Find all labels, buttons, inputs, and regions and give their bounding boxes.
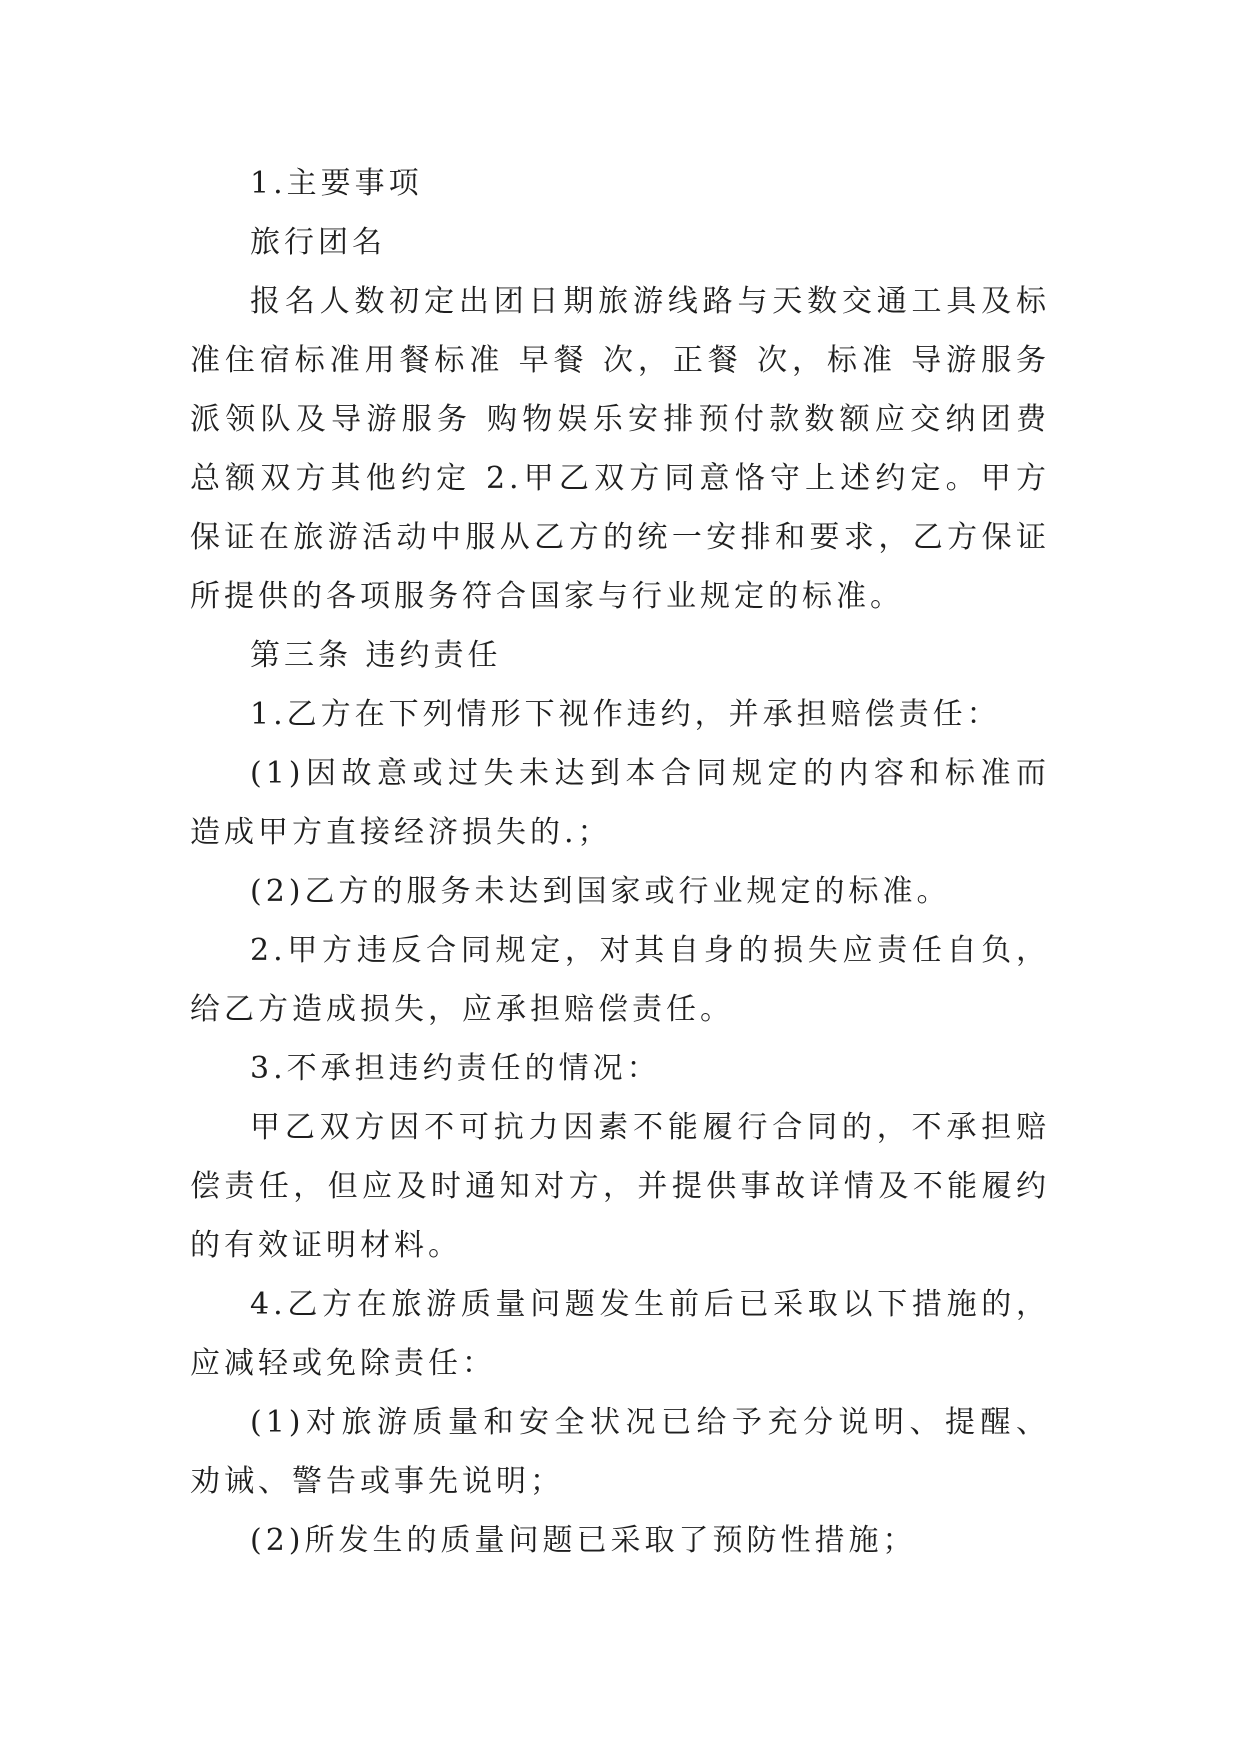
paragraph-breach-item-1: (1)因故意或过失未达到本合同规定的内容和标准而造成甲方直接经济损失的.； [190, 756, 1050, 850]
article-3-heading: 第三条 违约责任 [250, 638, 502, 673]
paragraph-mitigation-heading: 4.乙方在旅游质量问题发生前后已采取以下措施的，应减轻或免除责任： [190, 1287, 1050, 1381]
paragraph-tour-details: 报名人数初定出团日期旅游线路与天数交通工具及标准住宿标准用餐标准 早餐 次，正餐 次，标准 导游服务派领队及导游服务 购物娱乐安排预付款数额应交纳团费总额双方其他约定 2.甲乙双方同意恪守上述约定。甲方保证在旅游活动中服从乙方的统一安排和要求，乙方保证所提供的各项服务符合国家与行业规定的标准。 [190, 284, 1050, 614]
paragraph-breach-item-2: (2)乙方的服务未达到国家或行业规定的标准。 [250, 874, 951, 909]
paragraph-party-a-breach: 2.甲方违反合同规定，对其自身的损失应责任自负，给乙方造成损失，应承担赔偿责任。 [190, 933, 1050, 1027]
paragraph-no-liability-heading: 3.不承担违约责任的情况： [250, 1051, 661, 1086]
paragraph-party-b-breach: 1.乙方在下列情形下视作违约，并承担赔偿责任： [250, 697, 1001, 732]
document-body [190, 154, 1050, 1570]
paragraph-mitigation-item-2: (2)所发生的质量问题已采取了预防性措施； [250, 1523, 917, 1558]
paragraph-force-majeure: 甲乙双方因不可抗力因素不能履行合同的，不承担赔偿责任，但应及时通知对方，并提供事故详情及不能履约的有效证明材料。 [190, 1110, 1050, 1263]
paragraph-tour-group-name: 旅行团名 [250, 225, 386, 260]
paragraph-main-items: 1.主要事项 [250, 166, 423, 201]
paragraph-mitigation-item-1: (1)对旅游质量和安全状况已给予充分说明、提醒、劝诫、警告或事先说明； [190, 1405, 1050, 1499]
